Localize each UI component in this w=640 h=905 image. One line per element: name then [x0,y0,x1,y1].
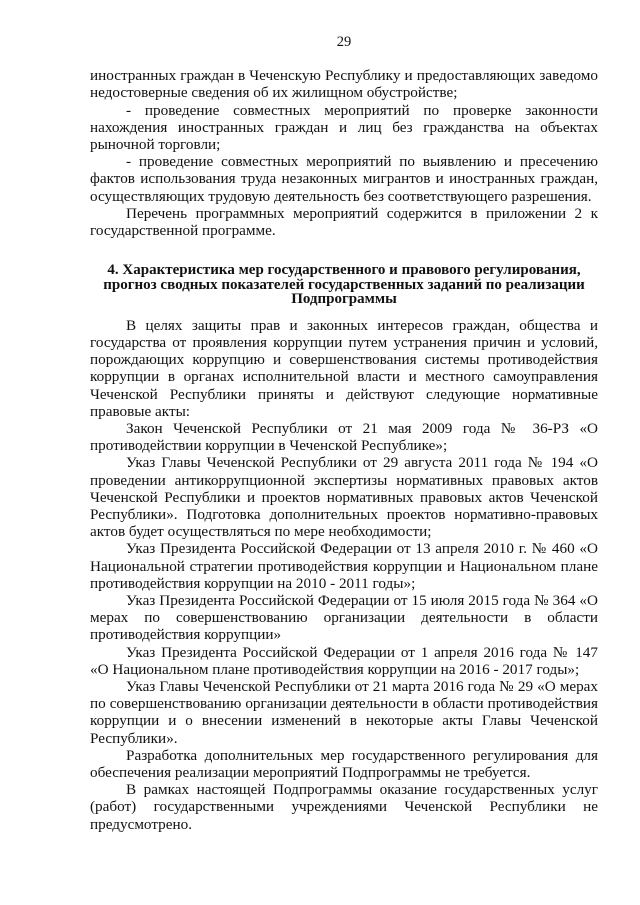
section-heading [90,263,598,307]
paragraph-continuation: иностранных граждан в Чеченскую Республику и предоставляющих заведомо недостоверные сведения об их жилищном обустройстве; [90,67,598,102]
paragraph: В целях защиты прав и законных интересов граждан, общества и государства от проявления коррупции путем устранения причин и условий, порождающих коррупцию и совершенствования системы противодействия коррупции в органах исполнительной власти и местного самоуправления Чеченской Республики приняты и действуют следующие нормативные правовые акты: [90,316,598,420]
section-heading-line: Подпрограммы [291,291,397,308]
legal-act-item: Указ Президента Российской Федерации от 13 апреля 2010 г. № 460 «О Национальной стратегии противодействия коррупции и Национальном плане противодействия коррупции на 2010 - 2011 годы»; [90,540,598,592]
paragraph-list-item: - проведение совместных мероприятий по выявлению и пресечению фактов использования труда незаконных мигрантов и иностранных граждан, осуществляющих трудовую деятельность без соответствующего разрешения. [90,153,598,205]
legal-act-item: Указ Президента Российской Федерации от 15 июля 2015 года № 364 «О мерах по совершенствованию организации деятельности в области противодействия коррупции» [90,591,598,644]
page-number: 29 [336,34,352,50]
paragraph: В рамках настоящей Подпрограммы оказание государственных услуг (работ) государственными учреждениями Чеченской Республики не предусмотрено. [90,781,598,833]
paragraph: Перечень программных мероприятий содержится в приложении 2 к государственной программе. [90,204,598,240]
section-heading-line: прогноз сводных показателей государственных заданий по реализации [103,276,585,293]
legal-act-item: Указ Главы Чеченской Республики от 29 августа 2011 года № 194 «О проведении антикоррупционной экспертизы нормативных правовых актов Чеченской Республики и проектов нормативных правовых актов Чеченской Республики». Подготовка дополнительных проектов нормативно-правовых актов будет осуществляться по мере необходимости; [90,454,598,541]
paragraph: Разработка дополнительных мер государственного регулирования для обеспечения реализации мероприятий Подпрограммы не требуется. [90,746,598,782]
legal-act-item: Указ Президента Российской Федерации от 1 апреля 2016 года № 147 «О Национальном плане противодействия коррупции на 2016 - 2017 годы»; [90,643,598,678]
section-heading-line: 4. Характеристика мер государственного и правового регулирования, [107,262,581,279]
legal-act-item: Закон Чеченской Республики от 21 мая 2009 года № 36-РЗ «О противодействии коррупции в Чеченской Республике»; [90,419,598,455]
paragraph-list-item: - проведение совместных мероприятий по проверке законности нахождения иностранных граждан и лиц без гражданства на объектах рыночной торговли; [90,101,598,154]
legal-act-item: Указ Главы Чеченской Республики от 21 марта 2016 года № 29 «О мерах по совершенствованию организации деятельности в области противодействия коррупции и о внесении изменений в некоторые акты Главы Чеченской Республики». [90,678,598,747]
